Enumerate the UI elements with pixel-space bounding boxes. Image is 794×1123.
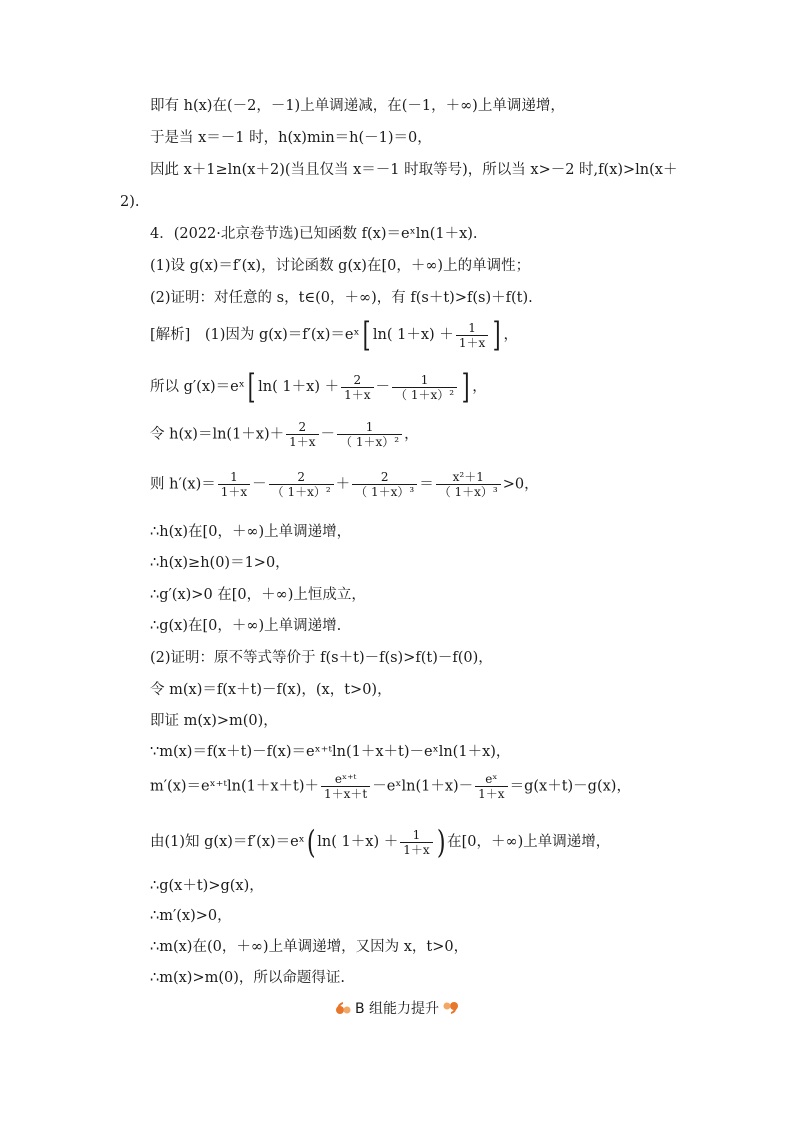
section-badge — [335, 998, 459, 1018]
text-line: ∴m′(x)>0， — [150, 908, 232, 924]
text-line: (2)证明：原不等式等价于 f(s＋t)－f(s)>f(t)－f(0)， — [150, 650, 493, 666]
text-line: ∴m(x)>m(0)，所以命题得证. — [150, 970, 346, 986]
fraction: $\frac{1}{1+x}$ — [456, 321, 488, 350]
fraction: $\frac{2}{\text{（ 1＋x）²}}$ — [269, 470, 334, 499]
section-footer — [0, 998, 794, 1020]
fraction: $\frac{\text{x²＋1}}{\text{（ 1＋x）³}}$ — [436, 470, 501, 499]
section-label: B 组能力提升 — [354, 1001, 440, 1017]
text-line: ∴g′(x)>0 在[0，＋∞)上恒成立， — [150, 587, 366, 603]
close-quote-icon — [443, 1000, 459, 1016]
fraction: $\frac{\text{eˣ⁺ᵗ}}{1+x+t}$ — [321, 772, 370, 801]
text-line: 令 m(x)＝f(x＋t)－f(x)，(x，t>0)， — [150, 682, 392, 698]
formula-line: 所以 g′(x)＝eˣ[ ln( 1＋x) ＋ $\frac{2}{1+x}$ － $\frac{1}{\text{（ 1＋x）²}}$ ] ， — [150, 367, 487, 407]
formula-line: m′(x)＝eˣ⁺ᵗln(1＋x＋t)＋ $\frac{\text{eˣ⁺ᵗ}}{1+x+t}$ －eˣln(1＋x)－ $\frac{\text{eˣ}}{1+x}$ ＝g(x＋t)－g(x)， — [150, 772, 631, 801]
text-line: ∴h(x)≥h(0)＝1>0， — [150, 555, 290, 571]
open-quote-icon — [335, 1000, 351, 1016]
fraction: $\frac{1}{\text{（ 1＋x）²}}$ — [392, 373, 457, 402]
fraction: $\frac{1}{\text{（ 1＋x）²}}$ — [337, 420, 402, 449]
formula-line: 则 h′(x)＝ $\frac{1}{1+x}$ － $\frac{2}{\text{（ 1＋x）²}}$ ＋ $\frac{2}{\text{（ 1＋x）³}}$ ＝ $\frac{\text{x²＋1}}{\text{（ 1＋x）³}}$ >0， — [150, 470, 539, 499]
problem-heading: 4．(2022·北京卷节选)已知函数 f(x)＝eˣln(1＋x). — [150, 226, 478, 242]
text-line: ∴m(x)在(0，＋∞)上单调递增，又因为 x，t>0， — [150, 939, 469, 955]
formula-line: 由(1)知 g(x)＝f′(x)＝eˣ( ln( 1＋x) ＋ $\frac{1}{1+x}$ ) 在[0，＋∞)上单调递增， — [150, 823, 611, 861]
text-line: ∴g(x)在[0，＋∞)上单调递增. — [150, 618, 342, 634]
formula-line: [解析] (1)因为 g(x)＝f′(x)＝eˣ[ ln( 1＋x) ＋ $\frac{1}{1+x}$ ] ， — [150, 315, 518, 355]
fraction: $\frac{2}{1+x}$ — [286, 420, 318, 449]
text-line: ∵m(x)＝f(x＋t)－f(x)＝eˣ⁺ᵗln(1＋x＋t)－eˣln(1＋x)， — [150, 744, 511, 760]
text-line: 即证 m(x)>m(0)， — [150, 713, 278, 729]
formula-line: 令 h(x)＝ln(1＋x)＋ $\frac{2}{1+x}$ － $\frac{1}{\text{（ 1＋x）²}}$ ， — [150, 420, 419, 449]
text-line: 2). — [120, 194, 140, 210]
fraction: $\frac{2}{\text{（ 1＋x）³}}$ — [352, 470, 417, 499]
fraction: $\frac{1}{1+x}$ — [400, 828, 432, 857]
text-line: 因此 x＋1≥ln(x＋2)(当且仅当 x＝－1 时取等号)，所以当 x>－2 时,f(x)>ln(x＋ — [150, 162, 678, 178]
fraction: $\frac{1}{1+x}$ — [218, 470, 250, 499]
fraction: $\frac{2}{1+x}$ — [341, 373, 373, 402]
text-line: (2)证明：对任意的 s，t∈(0，＋∞)，有 f(s＋t)>f(s)＋f(t). — [150, 290, 533, 306]
text-line: 即有 h(x)在(－2，－1)上单调递减，在(－1，＋∞)上单调递增， — [150, 98, 565, 114]
fraction: $\frac{\text{eˣ}}{1+x}$ — [475, 772, 507, 801]
text-line: ∴g(x＋t)>g(x)， — [150, 878, 264, 894]
text-line: ∴h(x)在[0，＋∞)上单调递增， — [150, 524, 352, 540]
text-line: 于是当 x＝－1 时，h(x)min＝h(－1)＝0， — [150, 130, 432, 146]
text-line: (1)设 g(x)＝f′(x)，讨论函数 g(x)在[0，＋∞)上的单调性； — [150, 258, 531, 274]
